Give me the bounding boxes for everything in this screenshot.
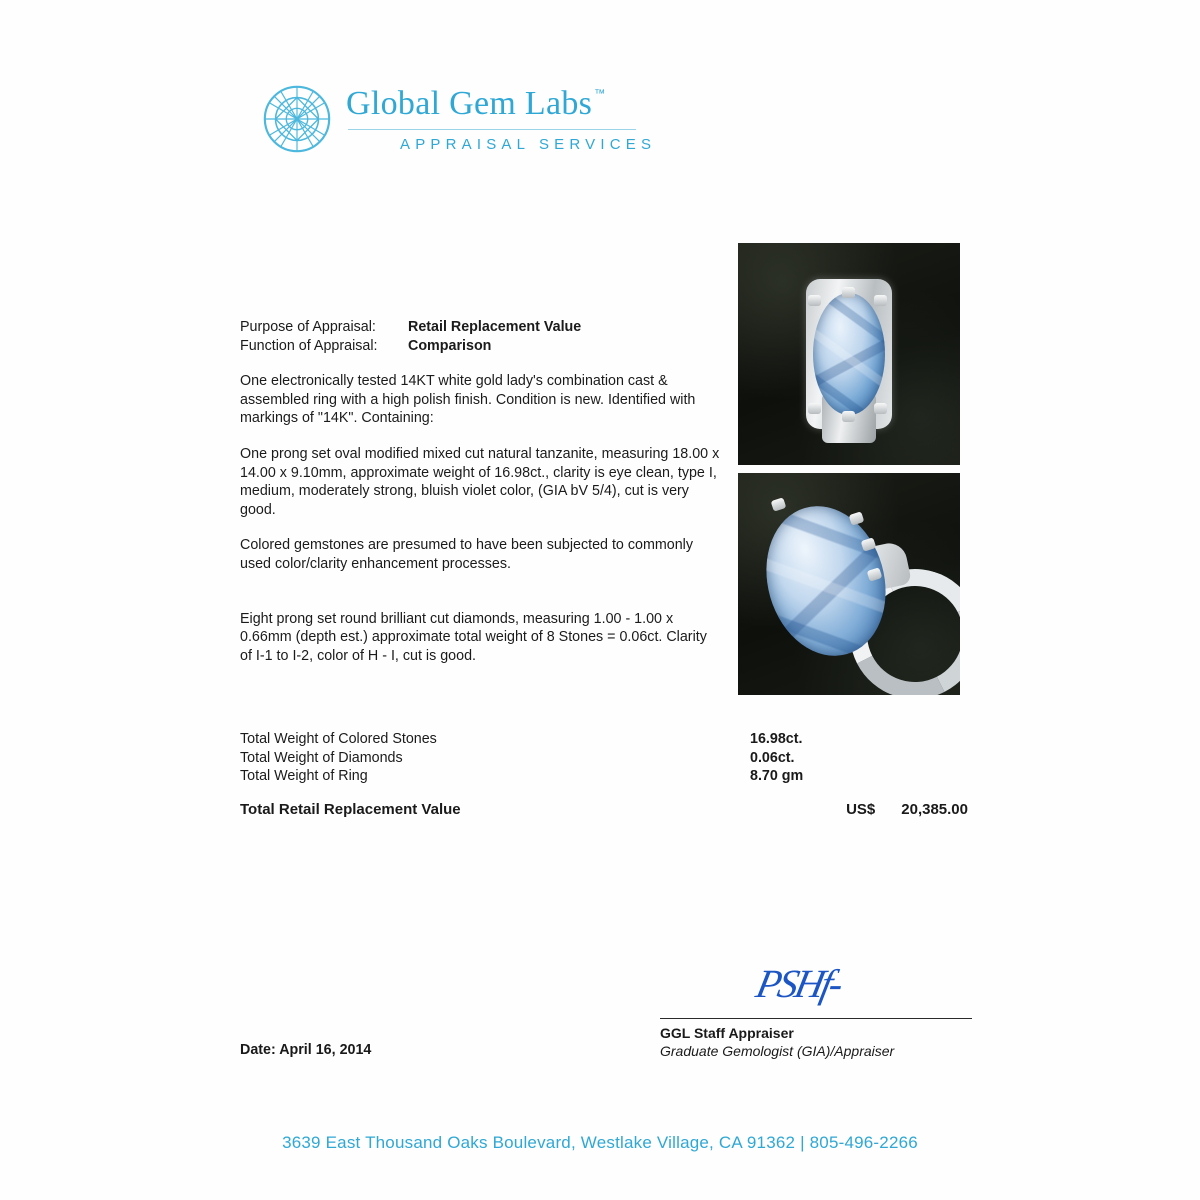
brand-subtitle: APPRAISAL SERVICES: [400, 135, 657, 153]
enhancement-note: Colored gemstones are presumed to have been subjected to commonly used color/clarity enhancement processes.: [240, 537, 693, 572]
footer-contact: 3639 East Thousand Oaks Boulevard, Westlake Village, CA 91362 | 805-496-2266: [282, 1133, 918, 1152]
prong-icon: [874, 403, 887, 414]
brand-name: Global Gem Labs: [346, 85, 593, 122]
prong-icon: [842, 411, 855, 422]
purpose-value: Retail Replacement Value: [408, 319, 582, 335]
grand-total-value: 20,385.00: [901, 801, 968, 818]
appraiser-title: GGL Staff Appraiser: [660, 1025, 794, 1041]
purpose-row: [240, 318, 722, 337]
prong-icon: [808, 403, 821, 414]
brand-divider: [348, 129, 636, 130]
function-value: Comparison: [408, 337, 492, 354]
ring-front-view: [738, 243, 960, 465]
grand-total-amount: [846, 801, 968, 818]
signature-block: [660, 960, 980, 1059]
document-header: [258, 80, 656, 158]
table-row: [240, 767, 960, 786]
prong-icon: [808, 295, 821, 306]
signature-line: [660, 1018, 972, 1019]
prong-icon: [874, 295, 887, 306]
total-diamonds-label: Total Weight of Diamonds: [240, 749, 403, 766]
table-row: [240, 730, 960, 749]
grand-total-row: [240, 801, 968, 818]
table-row: [240, 749, 960, 768]
center-stone-description: One prong set oval modified mixed cut natural tanzanite, measuring 18.00 x 14.00 x 9.10mm, approximate weight of 16.98ct., clarity is eye clean, type I, medium, moderately strong, bluish violet color, (GIA bV 5/4), cut is very good.: [240, 445, 720, 518]
item-description: One electronically tested 14KT white gold lady's combination cast & assembled ring with a high polish finish. Condition is new. Identified with markings of "14K". Containing:: [240, 373, 696, 427]
function-label: Function of Appraisal:: [240, 337, 378, 354]
brand-text: [346, 80, 656, 153]
purpose-label: Purpose of Appraisal:: [240, 319, 376, 335]
accent-stones-description: Eight prong set round brilliant cut diamonds, measuring 1.00 - 1.00 x 0.66mm (depth est.) approximate total weight of 8 Stones = 0.06ct. Clarity of I-1 to I-2, color of H - I, cut is good.: [240, 610, 707, 664]
currency-label: US$: [846, 801, 876, 818]
total-diamonds-value: 0.06ct.: [750, 749, 795, 766]
total-ring-weight-value: 8.70 gm: [750, 768, 804, 785]
grand-total-label: Total Retail Replacement Value: [240, 801, 461, 818]
function-row: [240, 337, 722, 356]
appraiser-credential: Graduate Gemologist (GIA)/Appraiser: [660, 1043, 895, 1059]
trademark-symbol: ™: [594, 88, 606, 100]
total-colored-stones-label: Total Weight of Colored Stones: [240, 731, 437, 747]
total-colored-stones-value: 16.98ct.: [750, 731, 803, 747]
gem-roundel-icon: [258, 80, 336, 158]
tanzanite-gem: [813, 293, 885, 415]
document-date: Date: April 16, 2014: [240, 1042, 372, 1058]
appraisal-body: [240, 318, 722, 680]
ring-angled-view: [738, 473, 960, 695]
totals-table: [240, 730, 960, 786]
signature-mark: PSHf-: [752, 961, 845, 1006]
prong-icon: [842, 287, 855, 298]
total-ring-weight-label: Total Weight of Ring: [240, 768, 368, 785]
